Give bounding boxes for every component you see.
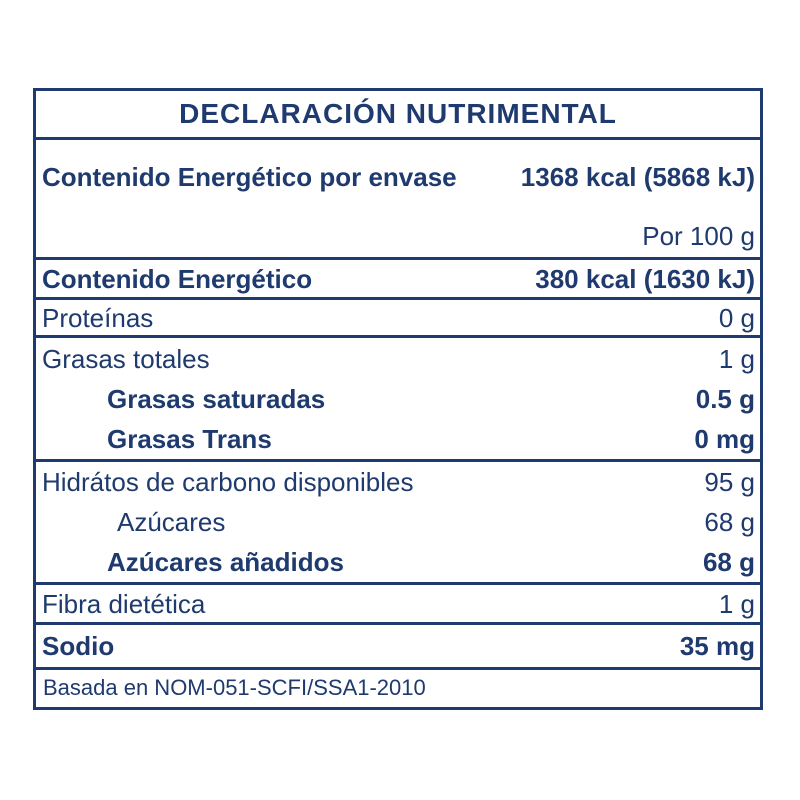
carbohydrates-value: 95 g [704, 467, 755, 497]
energy-per-100g-value: 380 kcal (1630 kJ) [535, 263, 755, 294]
energy-per-package-section [36, 137, 760, 257]
sodium-label: Sodio [42, 631, 115, 661]
added-sugars-value: 68 g [702, 547, 755, 577]
energy-per-100g-section [36, 257, 760, 297]
table-row [36, 542, 760, 582]
protein-label: Proteínas [42, 302, 154, 333]
energy-per-package-value: 1368 kcal (5868 kJ) [520, 162, 755, 192]
trans-fat-label: Grasas Trans [107, 423, 272, 454]
table-row [36, 626, 760, 666]
energy-per-package-label: Contenido Energético por envase [42, 162, 457, 192]
sodium-section [36, 622, 760, 667]
table-row [36, 379, 760, 419]
saturated-fat-value: 0.5 g [695, 383, 755, 414]
added-sugars-label: Azúcares añadidos [107, 547, 344, 577]
sugars-label: Azúcares [117, 507, 226, 537]
trans-fat-value: 0 mg [694, 423, 755, 454]
table-row [36, 502, 760, 542]
table-title: DECLARACIÓN NUTRIMENTAL [179, 98, 617, 129]
fiber-label: Fibra dietética [42, 588, 206, 619]
table-row [36, 462, 760, 502]
sugars-value: 68 g [704, 507, 755, 537]
fiber-value: 1 g [718, 588, 755, 619]
carbohydrates-label: Hidrátos de carbono disponibles [42, 467, 414, 497]
table-row [36, 419, 760, 459]
saturated-fat-label: Grasas saturadas [107, 383, 326, 414]
table-row [36, 339, 760, 379]
carbohydrates-section [36, 459, 760, 582]
table-row [36, 259, 760, 298]
norm-reference-text: Basada en NOM-051-SCFI/SSA1-2010 [43, 674, 426, 700]
table-row [36, 298, 760, 336]
table-row [36, 584, 760, 623]
protein-value: 0 g [718, 302, 755, 333]
total-fat-label: Grasas totales [42, 343, 210, 374]
norm-reference-section [36, 667, 760, 704]
energy-per-100g-label: Contenido Energético [42, 263, 313, 294]
nutrition-declaration-table [33, 88, 763, 710]
column-header-row [36, 220, 760, 252]
protein-section [36, 297, 760, 335]
total-fat-value: 1 g [718, 343, 755, 374]
per-100g-column-header: Por 100 g [642, 221, 755, 251]
fats-section [36, 335, 760, 459]
energy-per-package-row [36, 157, 760, 197]
fiber-section [36, 582, 760, 622]
sodium-value: 35 mg [679, 631, 755, 661]
